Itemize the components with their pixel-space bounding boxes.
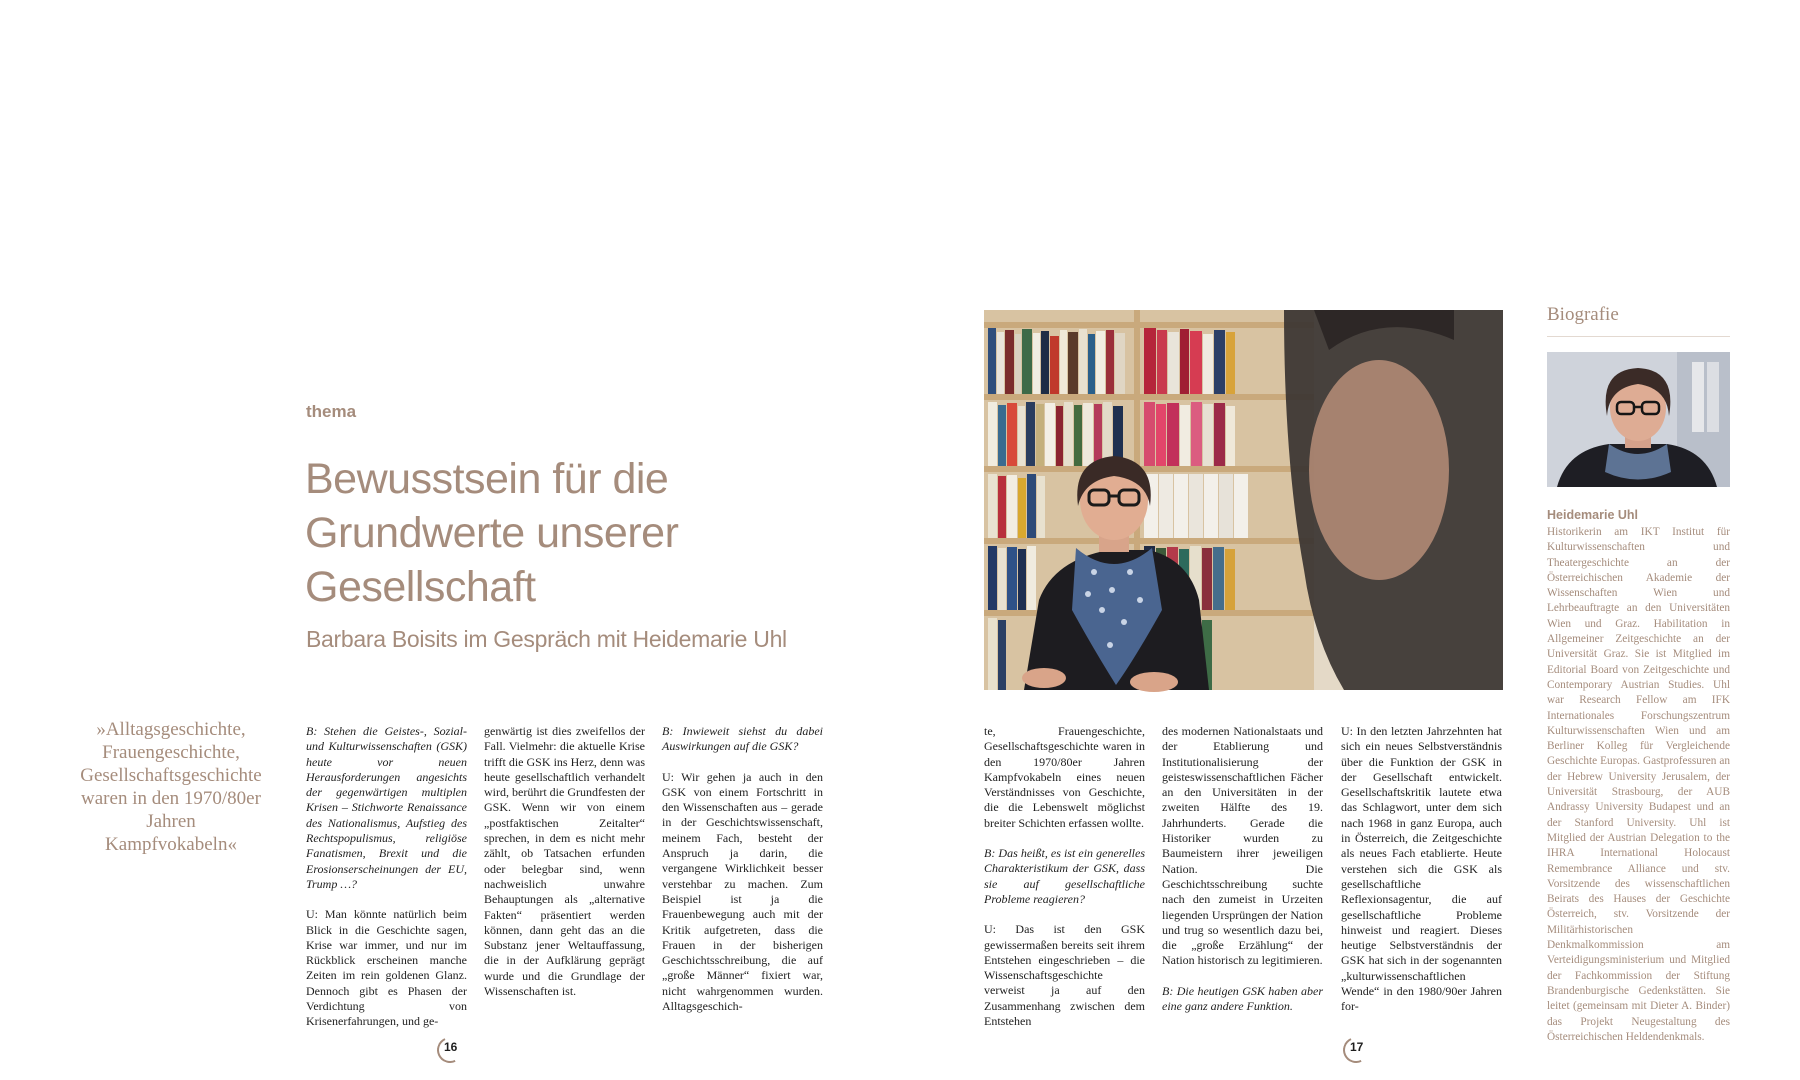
interview-paragraph: genwärtig ist dies zweifellos der Fall. Vielmehr: die aktuelle Krise trifft die GSK ins Herz, denn was heute gesellschaftlich verhandelt wird, berührt die Grundfesten der GSK. Wenn wir von einem „postfaktischen Zeitalter“ sprechen, in dem es nicht mehr zählt, ob Tatsachen erfunden oder belegbar sind, wenn nachweislich unwahre Behauptungen als „alternative Fakten“ präsentiert werden können, dann geht das an die Substanz jener Weltauffassung, die in der Aufklärung geprägt wurde und die Grundlage der Wissenschaften ist. xyxy=(484,724,645,999)
interview-question: B: Inwieweit siehst du dabei Auswirkungen auf die GSK? xyxy=(662,724,823,754)
article-subtitle: Barbara Boisits im Gespräch mit Heidemarie Uhl xyxy=(306,626,787,652)
biography-heading: Biografie xyxy=(1547,304,1619,325)
interview-photo-illustration xyxy=(984,310,1503,690)
interview-paragraph: U: In den letzten Jahrzehnten hat sich ein neues Selbstverständnis über die Funktion der GSK in der Gesellschaft entwickelt. Gesellschaftskritik lautete etwa das Schlagwort, unter dem sich nach 1968 in ganz Europa, auch in Österreich, die Zeitgeschichte als neues Fach etablierte. Heute verstehen sich die GSK als gesellschaftliche Reflexionsagentur, die auf gesellschaftliche Probleme hinweist und reagiert. Dieses heutige Selbstverständnis der GSK hat sich in der sogenannten „kulturwissenschaftlichen Wende“ in den 1980/90er Jahren for- xyxy=(1341,724,1502,1014)
section-label: thema xyxy=(306,402,357,421)
interview-photo xyxy=(984,310,1503,690)
biography-text: Historikerin am IKT Institut für Kulturwissenschaften und Theatergeschichte an der Österreichischen Akademie der Wissenschaften Wien und Lehrbeauftragte an den Universitäten Wien und Graz. Habilitation in Allgemeiner Zeitgeschichte an der Universität Graz. Sie ist Mitglied im Editorial Board von Zeitgeschichte und Contemporary Austrian Studies. Uhl war Research Fellow am IFK Internationales Forschungszentrum Kulturwissenschaften Wien und am Berliner Kolleg für Vergleichende Geschichte Europas. Gastprofessuren an der Hebrew University Jerusalem, der Universität Strasbourg, der AUB Andrassy University Budapest und an der Stanford University. Uhl ist Mitglied der Austrian Delegation to the IHRA International Holocaust Remembrance Alliance und stv. Vorsitzende des wissenschaftlichen Beirats des Hauses der Geschichte Österreich, stv. Vorsitzende der Militärhistorischen Denkmalkommission am Verteidigungsministerium und Mitglied der Fachkommission der Stiftung Brandenburgische Gedenkstätten. Sie leitet (gemeinsam mit Dieter A. Binder) das Projekt Neugestaltung des Österreichischen Heldendenkmals. xyxy=(1547,526,1730,1043)
interview-question: B: Stehen die Geistes-, Sozial- und Kulturwissenschaften (GSK) heute vor neuen Herausforderungen angesichts der gegenwärtigen multiplen Krisen – Stichworte Renaissance des Nationalismus, Aufstieg des Rechtspopulismus, religiöse Fanatismen, Brexit und die Erosionserscheinungen der EU, Trump …? xyxy=(306,724,467,891)
biography-name: Heidemarie Uhl xyxy=(1547,508,1639,522)
left-column-1 xyxy=(306,724,467,1029)
article-title: Bewusstsein für die Grundwerte unserer Gesellschaft xyxy=(305,455,679,611)
interview-question: B: Die heutigen GSK haben aber eine ganz andere Funktion. xyxy=(1162,983,1323,1014)
interview-paragraph: U: Wir gehen ja auch in den GSK von einem Fortschritt in den Wissenschaften aus – gerade in der Geschichtswissenschaft, meinem Fach, besteht der Anspruch ja darin, die vergangene Wirklichkeit besser verstehbar zu machen. Zum Beispiel ist ja die Frauenbewegung auch mit der Kritik aufgetreten, dass die Frauen in der bisherigen Geschichtsschreibung, die auf „große Männer“ fixiert war, nicht wahrgenommen wurden. Alltagsgeschich- xyxy=(662,769,823,1014)
interview-question: B: Das heißt, es ist ein generelles Charakteristikum der GSK, dass sie auf gesellschaftliche Probleme reagieren? xyxy=(984,846,1145,906)
portrait-photo xyxy=(1547,352,1730,487)
page-number-left: 16 xyxy=(444,1040,458,1054)
interview-paragraph: te, Frauengeschichte, Gesellschaftsgeschichte waren in den 1970/80er Jahren Kampfvokabeln eines neuen Verständnisses von Geschichte, die die Lebenswelt möglichst breiter Schichten erfassen wollte. xyxy=(984,724,1145,830)
interview-paragraph: U: Das ist den GSK gewissermaßen bereits seit ihrem Entstehen eingeschrieben – die Wissenschaftsgeschichte verweist ja auf den Zusammenhang zwischen dem Entstehen xyxy=(984,922,1145,1029)
left-column-2 xyxy=(484,724,645,1000)
biography-divider xyxy=(1547,336,1730,337)
pull-quote: »Alltagsgeschichte, Frauengeschichte, Gesellschaftsgeschichte waren in den 1970/80er Jahren Kampfvokabeln« xyxy=(80,719,262,855)
interview-paragraph: des modernen Nationalstaats und der Etablierung und Institutionalisierung der geisteswissenschaftlichen Fächer an den Universitäten in der zweiten Hälfte des 19. Jahrhunderts. Gerade die Historiker wurden zu Baumeistern ihrer jeweiligen Nation. Die Geschichtsschreibung suchte nach den zumeist in Urzeiten liegenden Ursprüngen der Nation und trug so wesentlich dazu bei, die „große Erzählung“ der Nation historisch zu legitimieren. xyxy=(1162,724,1323,968)
portrait-photo-illustration xyxy=(1547,352,1730,487)
right-column-2 xyxy=(1162,724,1323,1014)
left-column-3 xyxy=(662,724,823,1014)
right-column-3 xyxy=(1341,724,1502,1014)
page-number-right: 17 xyxy=(1350,1040,1364,1054)
interview-paragraph: U: Man könnte natürlich beim Blick in die Geschichte sagen, Krise war immer, und nur im Rückblick erscheinen manche Zeiten im rein goldenen Glanz. Dennoch gibt es Phasen der Verdichtung von Krisenerfahrungen, und ge- xyxy=(306,907,467,1029)
right-column-1 xyxy=(984,724,1145,1029)
